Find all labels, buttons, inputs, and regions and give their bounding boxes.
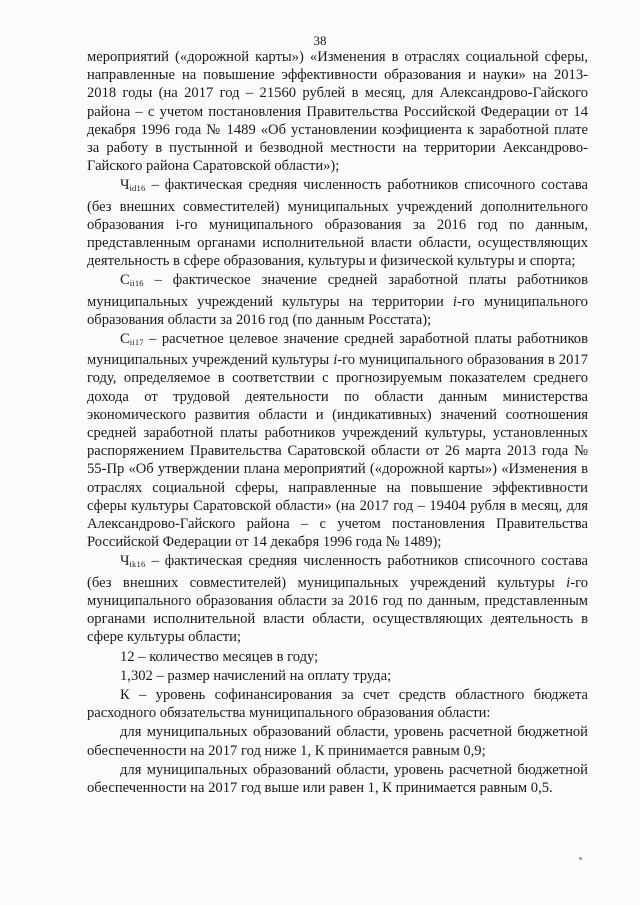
formula-symbol: Ч [120, 553, 130, 570]
paragraph-roadmap-continuation: мероприятий («дорожной карты») «Изменения в отраслях социальной сферы, направленные на повышение эффективности образования и науки» на 2013-2018 годы (на 2017 год – 21560 рублей в месяц, для Александрово-Гайского района – с учетом постановления Правительства Российской Федерации от 14 декабря 1996 года № 1489 «Об установлении коэфициента к заработной плате за работу в пустынной и безводной местности на территории Аександрово-Гайского района Саратовской области»); [87, 49, 588, 175]
paragraph-cofinancing-level: К – уровень софинансирования за счет средств областного бюджета расходного обязательства муниципального образования области: [87, 686, 588, 722]
paragraph-payroll-rate: 1,302 – размер начислений на оплату труда; [120, 667, 392, 684]
definition-text-cont: -го муниципального образования области за 2016 год (по данным Росстата); [87, 293, 588, 328]
index-italic: i [452, 293, 457, 310]
formula-subscript: ii16 [129, 278, 144, 289]
paragraph-cofinancing-above-one: для муниципальных образований области, уровень расчетной бюджетной обеспеченности на 2017 год выше или равен 1, К принимается равным 0,5. [87, 761, 588, 796]
page-number: 38 [313, 33, 327, 48]
paragraph-months-count: 12 – количество месяцев в году; [120, 648, 319, 665]
formula-subscript: ii17 [129, 337, 144, 348]
definition-text: – фактическая средняя численность работников списочного состава (без внешних совместителей) муниципальных учреждений культуры [87, 553, 588, 591]
paragraph-cofinancing-below-one: для муниципальных образований области, уровень расчетной бюджетной обеспеченности на 2017 год ниже 1, К принимается равным 0,9; [87, 724, 588, 759]
definition-text-cont: -го муниципального образования в 2017 году, определяемое в соответствии с прогнозируемым показателем среднего дохода от трудовой деятельности по области данным министерства экономического развития области и (индикативных) значений соотношения средней заработной платы работников учреждений культуры, установленных распоряжением Правительства Саратовской области от 26 марта 2013 года № 55-Пр «Об утверждении плана мероприятий («дорожной карты») «Изменения в отраслях социальной сферы, направленные на повышение эффективности сферы культуры Саратовской области» (на 2017 год – 19404 рубля в месяц, для Александрово-Гайского района – с учетом постановления Правительства Российской Федерации от 14 декабря 1996 года № 1489); [87, 352, 588, 551]
document-body [87, 48, 588, 798]
definition-text: – фактическая средняя численность работников списочного состава (без внешних совместителей) муниципальных учреждений дополнительного образования i-го муниципального образования за 2016 год по данным, представленным органами исполнительной власти области, осуществляющих деятельность в сфере образования, культуры и физической культуры и спорта; [87, 177, 588, 270]
formula-symbol: Ч [120, 177, 130, 194]
formula-subscript: id16 [129, 183, 146, 194]
index-italic: i [333, 352, 338, 369]
paragraph-definition-cii17 [87, 330, 588, 551]
definition-text: – фактическое значение средней заработной платы работников муниципальных учреждений культуры на территории [87, 272, 588, 310]
definition-text-cont: -го муниципального образования области за 2016 год по данным, представленным органами исполнительной власти области, осуществляющих деятельность в сфере культуры области; [87, 574, 588, 646]
index-italic: i [566, 574, 571, 591]
scan-dot-mark [579, 857, 582, 860]
formula-symbol: С [120, 331, 130, 348]
paragraph-definition-cii16 [87, 271, 588, 329]
paragraph-definition-chik16 [87, 552, 588, 646]
formula-symbol: С [120, 272, 130, 289]
definition-text: – расчетное целевое значение средней заработной платы работников муниципальных учреждений культуры [87, 331, 588, 369]
formula-subscript: ik16 [129, 559, 146, 570]
paragraph-definition-chid16 [87, 176, 588, 270]
